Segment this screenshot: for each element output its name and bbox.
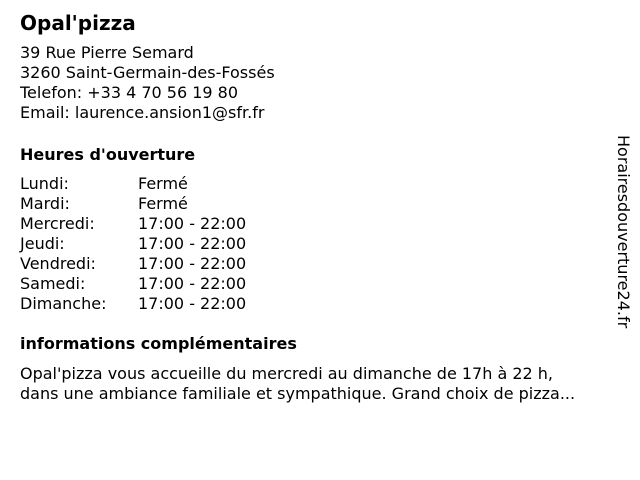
info-line-2: dans une ambiance familiale et sympathique. Grand choix de pizza... — [20, 384, 576, 403]
hours-time: 17:00 - 22:00 — [138, 214, 247, 233]
contact-block — [20, 43, 275, 123]
hours-day: Vendredi: — [20, 254, 96, 273]
phone-line[interactable]: Telefon: +33 4 70 56 19 80 — [20, 83, 239, 102]
hours-row-thursday — [20, 234, 246, 254]
hours-time: Fermé — [138, 174, 188, 193]
hours-row-wednesday — [20, 214, 246, 234]
info-description — [20, 364, 620, 404]
address-line-1: 39 Rue Pierre Semard — [20, 43, 194, 62]
hours-day: Dimanche: — [20, 294, 107, 313]
email-line[interactable]: Email: laurence.ansion1@sfr.fr — [20, 103, 265, 122]
address-line-2: 3260 Saint-Germain-des-Fossés — [20, 63, 275, 82]
hours-day: Lundi: — [20, 174, 69, 193]
hours-row-friday — [20, 254, 246, 274]
hours-day: Mercredi: — [20, 214, 95, 233]
hours-day: Jeudi: — [20, 234, 65, 253]
hours-row-saturday — [20, 274, 246, 294]
info-heading: informations complémentaires — [20, 334, 297, 353]
hours-time: 17:00 - 22:00 — [138, 294, 247, 313]
info-line-1: Opal'pizza vous accueille du mercredi au dimanche de 17h à 22 h, — [20, 364, 554, 383]
hours-row-tuesday — [20, 194, 246, 214]
hours-heading: Heures d'ouverture — [20, 145, 196, 164]
hours-time: 17:00 - 22:00 — [138, 254, 247, 273]
hours-time: 17:00 - 22:00 — [138, 234, 247, 253]
hours-day: Samedi: — [20, 274, 86, 293]
site-watermark: Horairesdouverture24.fr — [614, 135, 633, 329]
hours-table — [20, 174, 246, 314]
business-name: Opal'pizza — [20, 11, 136, 35]
hours-day: Mardi: — [20, 194, 70, 213]
hours-time: Fermé — [138, 194, 188, 213]
hours-time: 17:00 - 22:00 — [138, 274, 247, 293]
hours-row-sunday — [20, 294, 246, 314]
hours-row-monday — [20, 174, 246, 194]
